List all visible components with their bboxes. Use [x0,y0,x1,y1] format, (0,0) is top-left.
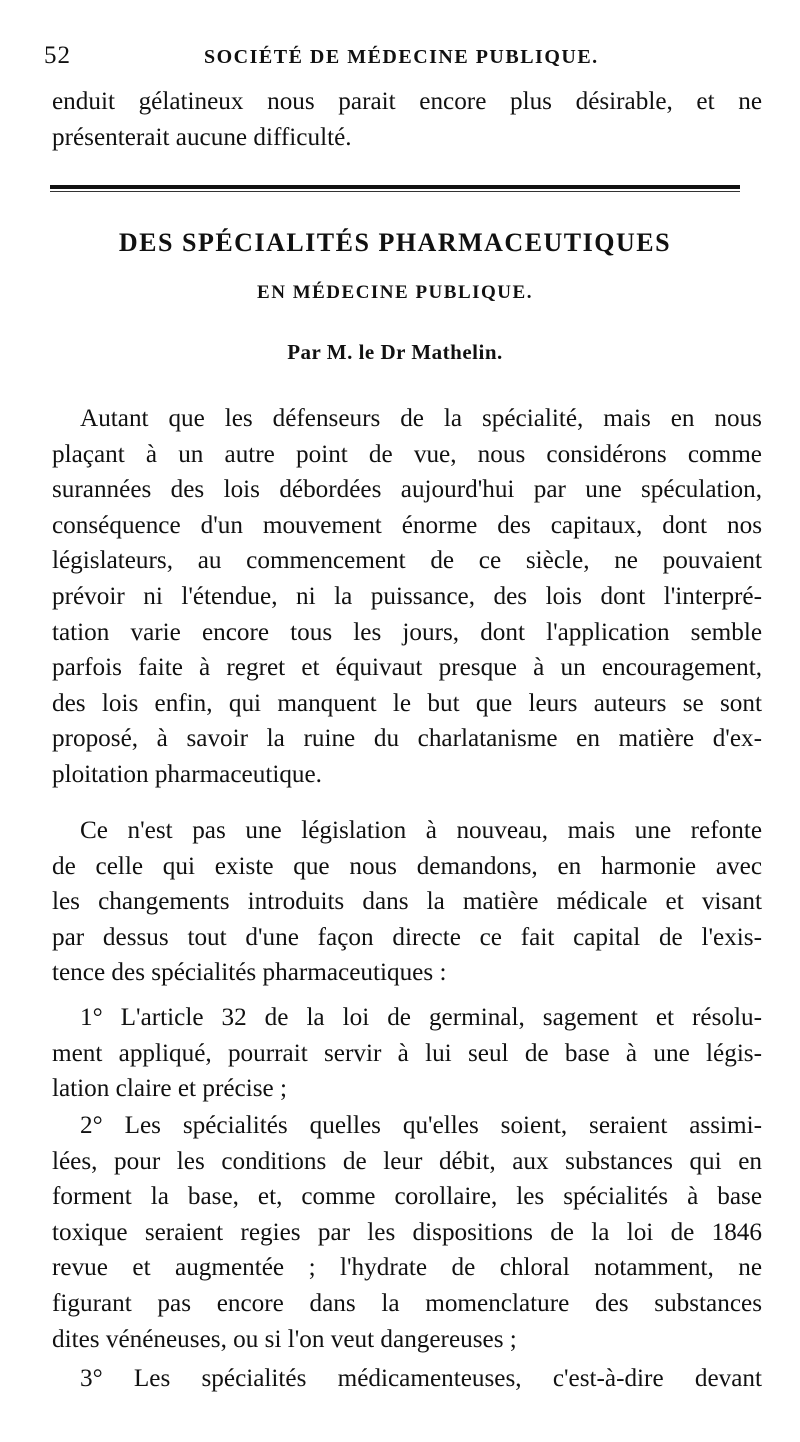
page-header [44,38,744,74]
section-divider [50,185,740,189]
article-title: DES SPÉCIALITÉS PHARMACEUTIQUES [118,228,672,257]
text-line: 2° Les spécialités quelles qu'elles soient, seraient assimi- [80,1112,762,1139]
text-line: toxique seraient regies par les dispositions de la loi de 1846 [52,1218,762,1246]
text-line: tation varie encore tous les jours, dont l'application semble [52,618,762,646]
text-line: ment appliqué, pourrait servir à lui seul de base à une légis- [52,1039,762,1067]
text-line: plaçant à un autre point de vue, nous considérons comme [52,440,762,468]
text-line: parfois faite à regret et équivaut presque à un encouragement, [52,654,762,682]
text-line: lées, pour les conditions de leur débit, aux substances qui en [52,1147,762,1175]
paragraph-3 [52,1000,762,1107]
continuation-paragraph [52,84,762,155]
paragraph-1 [52,401,762,793]
text-line: tence des spécialités pharmaceutiques : [52,959,447,987]
text-line: 1° L'article 32 de la loi de germinal, sagement et résolu- [80,1004,762,1031]
text-line: des lois enfin, qui manquent le but que leurs auteurs se sont [52,689,762,717]
text-line: figurant pas encore dans la momenclature des substances [52,1289,762,1317]
text-line: surannées des lois débordées aujourd'hui par une spéculation, [52,476,762,504]
text-line: Autant que les défenseurs de la spécialité, mais en nous [80,405,762,432]
text-line: forment la base, et, comme corollaire, les spécialités à base [52,1183,762,1211]
text-line: prévoir ni l'étendue, ni la puissance, des lois dont l'interpré- [52,582,762,610]
running-head: SOCIÉTÉ DE MÉDECINE PUBLIQUE. [204,46,599,68]
text-line: enduit gélatineux nous parait encore plus désirable, et ne [52,88,762,115]
page-number: 52 [44,42,71,69]
paragraph-5 [52,1361,762,1397]
text-line: Ce n'est pas une législation à nouveau, mais une refonte [80,817,762,844]
article-author: Par M. le Dr Mathelin. [287,340,503,364]
text-line: présenterait aucune difficulté. [52,123,352,151]
section-divider-thin [50,191,740,192]
text-line: 3° Les spécialités médicamenteuses, c'est-à-dire devant [80,1365,762,1392]
text-line: proposé, à savoir la ruine du charlatanisme en matière d'ex- [52,725,762,753]
text-line: lation claire et précise ; [52,1075,287,1103]
text-line: ploitation pharmaceutique. [52,760,322,788]
paragraph-4 [52,1108,762,1357]
text-line: conséquence d'un mouvement énorme des capitaux, dont nos [52,511,762,539]
text-line: les changements introduits dans la matière médicale et visant [52,888,762,916]
article-subtitle: EN MÉDECINE PUBLIQUE. [257,282,533,303]
text-line: dites vénéneuses, ou si l'on veut dangereuses ; [52,1325,517,1353]
text-line: par dessus tout d'une façon directe ce fait capital de l'exis- [52,923,762,951]
paragraph-2 [52,813,762,991]
text-line: de celle qui existe que nous demandons, en harmonie avec [52,852,762,880]
text-line: législateurs, au commencement de ce siècle, ne pouvaient [52,547,762,575]
text-line: revue et augmentée ; l'hydrate de chloral notamment, ne [52,1254,762,1282]
